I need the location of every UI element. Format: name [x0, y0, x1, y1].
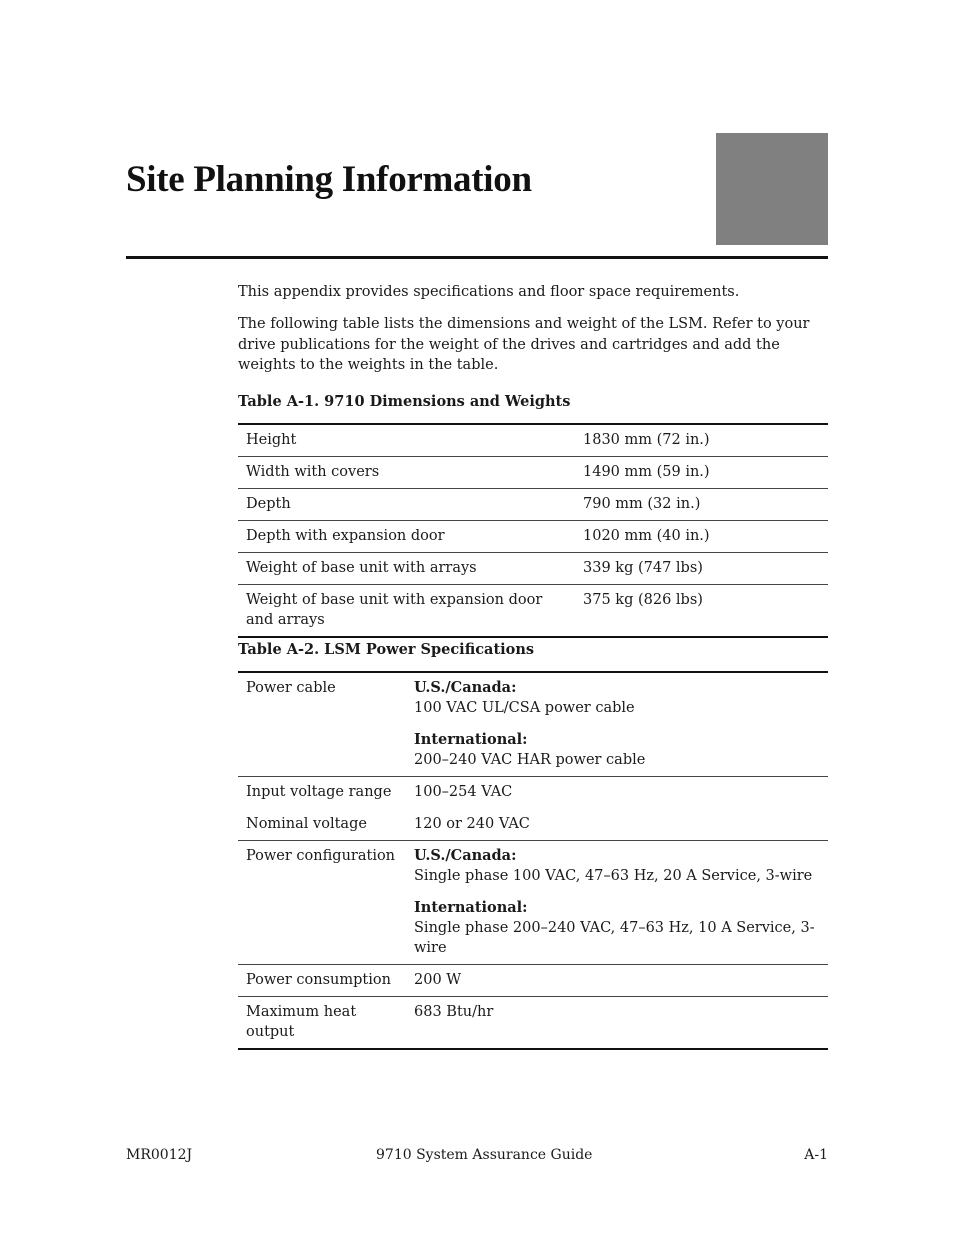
- row-label: Depth with expansion door: [238, 521, 575, 553]
- table-row: [238, 808, 828, 841]
- row-value: [406, 841, 828, 965]
- region-value-us: 100 VAC UL/CSA power cable: [414, 700, 635, 716]
- row-value: 100–254 VAC: [406, 777, 828, 809]
- row-value: 1490 mm (59 in.): [575, 457, 828, 489]
- row-label: Power configuration: [238, 841, 406, 965]
- table-row: [238, 521, 828, 553]
- dimensions-weights-table: [238, 423, 828, 638]
- row-value: 1830 mm (72 in.): [583, 432, 710, 448]
- table-row: [238, 424, 828, 457]
- row-value: 120 or 240 VAC: [414, 816, 530, 832]
- row-label: Nominal voltage: [246, 816, 367, 832]
- table-row: [238, 585, 828, 638]
- table-row: [238, 553, 828, 585]
- row-label: Weight of base unit with arrays: [238, 553, 575, 585]
- table-a1-caption: Table A-1. 9710 Dimensions and Weights: [238, 393, 571, 410]
- table-row: [238, 841, 828, 965]
- table-a2-caption: Table A-2. LSM Power Specifications: [238, 641, 535, 658]
- table-row: [238, 997, 828, 1050]
- table-row: [238, 489, 828, 521]
- row-value: 200 W: [406, 965, 828, 997]
- row-label: Depth: [238, 489, 575, 521]
- region-value-intl: Single phase 200–240 VAC, 47–63 Hz, 10 A Service, 3-wire: [414, 920, 815, 956]
- page-title: Site Planning Information: [126, 159, 532, 200]
- row-value: 375 kg (826 lbs): [575, 585, 828, 638]
- footer-doc-title: 9710 System Assurance Guide: [376, 1147, 593, 1163]
- row-label: Maximum heat output: [238, 997, 406, 1050]
- row-label: Width with covers: [238, 457, 575, 489]
- power-specs-table: [238, 671, 828, 1050]
- region-value-us: Single phase 100 VAC, 47–63 Hz, 20 A Service, 3-wire: [414, 868, 813, 884]
- region-label-us: U.S./Canada:: [414, 847, 517, 864]
- row-label: Height: [246, 432, 297, 448]
- footer-doc-id: MR0012J: [126, 1147, 193, 1163]
- table-row: [238, 672, 828, 777]
- row-value: [406, 672, 828, 777]
- table-row: [238, 965, 828, 997]
- table-row: [238, 777, 828, 809]
- row-value: 790 mm (32 in.): [575, 489, 828, 521]
- footer-page-number: A-1: [804, 1147, 828, 1163]
- row-label: Weight of base unit with expansion door and arrays: [238, 585, 575, 638]
- row-label: Input voltage range: [238, 777, 406, 809]
- region-value-intl: 200–240 VAC HAR power cable: [414, 752, 646, 768]
- table-row: [238, 457, 828, 489]
- row-value: 1020 mm (40 in.): [575, 521, 828, 553]
- row-value: 339 kg (747 lbs): [575, 553, 828, 585]
- title-rule: [126, 256, 828, 259]
- row-label: Power consumption: [238, 965, 406, 997]
- chapter-tab-block: [716, 133, 828, 245]
- row-value: 683 Btu/hr: [406, 997, 828, 1050]
- region-label-intl: International:: [414, 899, 528, 916]
- region-label-us: U.S./Canada:: [414, 679, 517, 696]
- intro-paragraph-1: This appendix provides specifications and floor space requirements.: [238, 284, 740, 300]
- row-label: Power cable: [246, 680, 336, 696]
- intro-paragraph-2: The following table lists the dimensions and weight of the LSM. Refer to your drive publications for the weight of the drives and cartridges and add the weights to the weights in the table.: [238, 316, 810, 373]
- region-label-intl: International:: [414, 731, 528, 748]
